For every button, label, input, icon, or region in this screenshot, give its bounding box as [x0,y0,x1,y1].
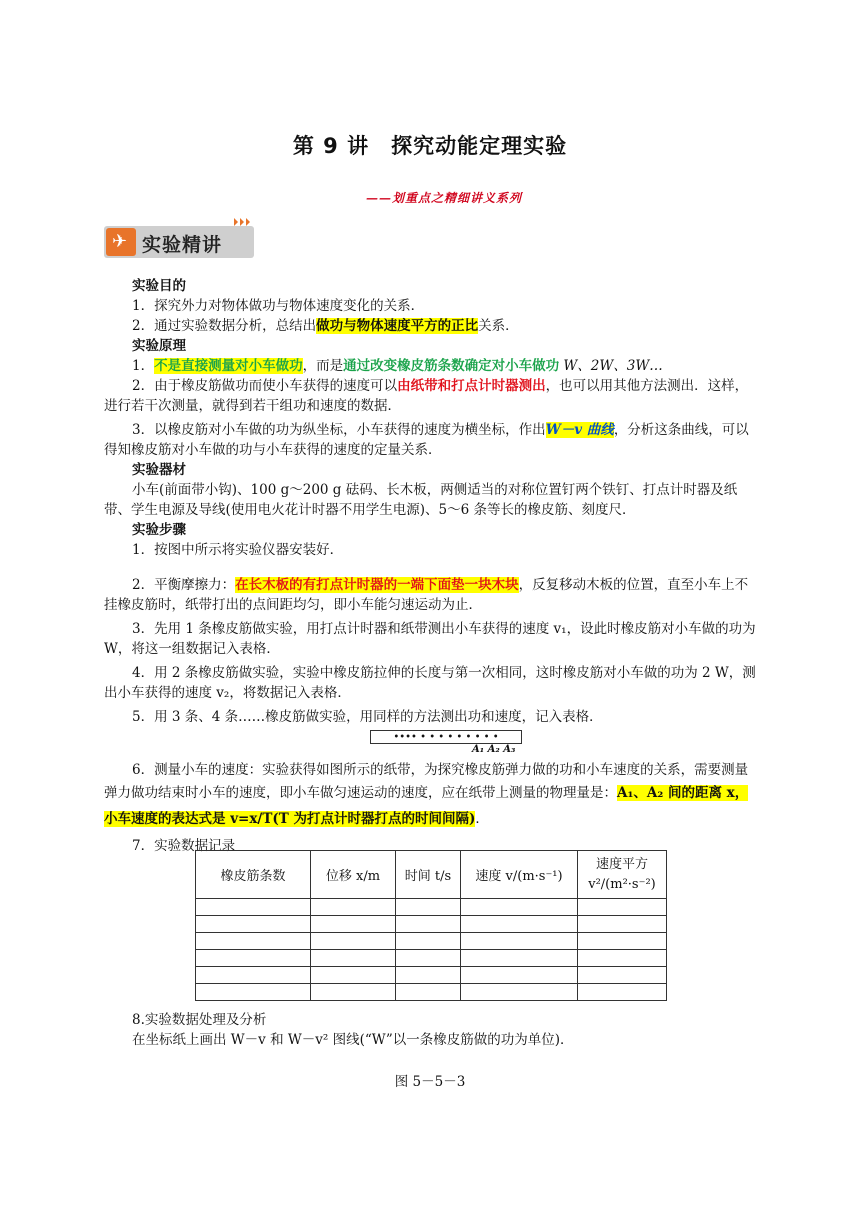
table-row [196,916,667,933]
table-row [196,899,667,916]
step-5: 5．用 3 条、4 条……橡皮筋做实验，用同样的方法测出功和速度，记入表格． [132,709,603,725]
col-header: 速度 v/(m·s⁻¹) [461,851,578,899]
col-header: 橡皮筋条数 [196,851,311,899]
principle-item-1: 1．不是直接测量对小车做功，而是通过改变橡皮筋条数确定对小车做功 W、2W、3W… [132,358,663,374]
col-header: 速度平方 v²/(m²·s⁻²) [578,851,667,899]
equipment-text: 小车(前面带小钩)、100 g～200 g 砝码、长木板，两侧适当的对称位置钉两个铁钉、打点计时器及纸带、学生电源及导线(使用电火花计时器不用学生电源)、5～6 条等长的橡皮筋、刻度尺． [104,482,738,518]
paper-tape [370,730,522,744]
table-row [196,984,667,1001]
purpose-item-2: 2．通过实验数据分析，总结出做功与物体速度平方的正比关系． [132,318,519,334]
analysis-text: 在坐标纸上画出 W－v 和 W－v² 图线(“W”以一条橡皮筋做的功为单位)． [132,1032,574,1048]
page-subtitle: ——划重点之精细讲义系列 [365,191,522,205]
table-row [196,967,667,984]
steps-heading: 实验步骤 [132,522,186,538]
step-7: 7．实验数据记录 [132,838,236,854]
col-header: 位移 x/m [311,851,396,899]
figure-caption: 图 5－5－3 [394,1074,466,1090]
page-title: 第 9 讲 探究动能定理实验 [292,134,568,158]
badge-text: 实验精讲 [142,234,223,256]
principle-item-2: 2．由于橡皮筋做功而使小车获得的速度可以由纸带和打点计时器测出，也可以用其他方法测出．这样，进行若干次测量，就得到若干组功和速度的数据． [104,378,749,414]
step-1: 1．按图中所示将实验仪器安装好． [132,542,344,558]
principle-heading: 实验原理 [132,338,186,354]
steps-section [104,575,760,727]
equipment-heading: 实验器材 [132,462,186,478]
pin-icon: ✈ [112,231,128,252]
analysis-section [104,1010,760,1050]
col-header: 时间 t/s [396,851,461,899]
data-table [195,850,667,1001]
step-6: 6．测量小车的速度：实验获得如图所示的纸带，为探究橡皮筋弹力做的功和小车速度的关系，需要测量弹力做功结束时小车的速度，即小车做匀速运动的速度，应在纸带上测量的物理量是：A₁、A₂ 间的距离 x，小车速度的表达式是 v=x/T(T 为打点计时器打点的时间间隔)． [104,762,749,827]
tape-dots: •••• • • • • • • • • • [393,731,499,743]
table-header-row [196,851,667,899]
purpose-section [104,276,760,560]
analysis-heading: 8.实验数据处理及分析 [132,1012,267,1028]
step-4: 4．用 2 条橡皮筋做实验，实验中橡皮筋拉伸的长度与第一次相同，这时橡皮筋对小车做的功为 2 W，测出小车获得的速度 v₂，将数据记入表格． [104,665,756,701]
step-3: 3．先用 1 条橡皮筋做实验，用打点计时器和纸带测出小车获得的速度 v₁，设此时橡皮筋对小车做的功为 W，将这一组数据记入表格． [104,621,756,657]
section-badge [104,216,254,260]
table-row [196,933,667,950]
step-2: 2．平衡摩擦力：在长木板的有打点计时器的一端下面垫一块木块，反复移动木板的位置，直至小车上不挂橡皮筋时，纸带打出的点间距均匀，即小车能匀速运动为止． [104,577,749,613]
purpose-item-1: 1．探究外力对物体做功与物体速度变化的关系． [132,298,425,314]
step-6-block [104,760,760,856]
principle-item-3: 3．以橡皮筋对小车做的功为纵坐标，小车获得的速度为横坐标，作出W－v 曲线，分析这条曲线，可以得知橡皮筋对小车做的功与小车获得的速度的定量关系． [104,422,749,458]
table-row [196,950,667,967]
tape-labels: A₁ A₂ A₃ [472,744,516,755]
purpose-heading: 实验目的 [132,278,186,294]
